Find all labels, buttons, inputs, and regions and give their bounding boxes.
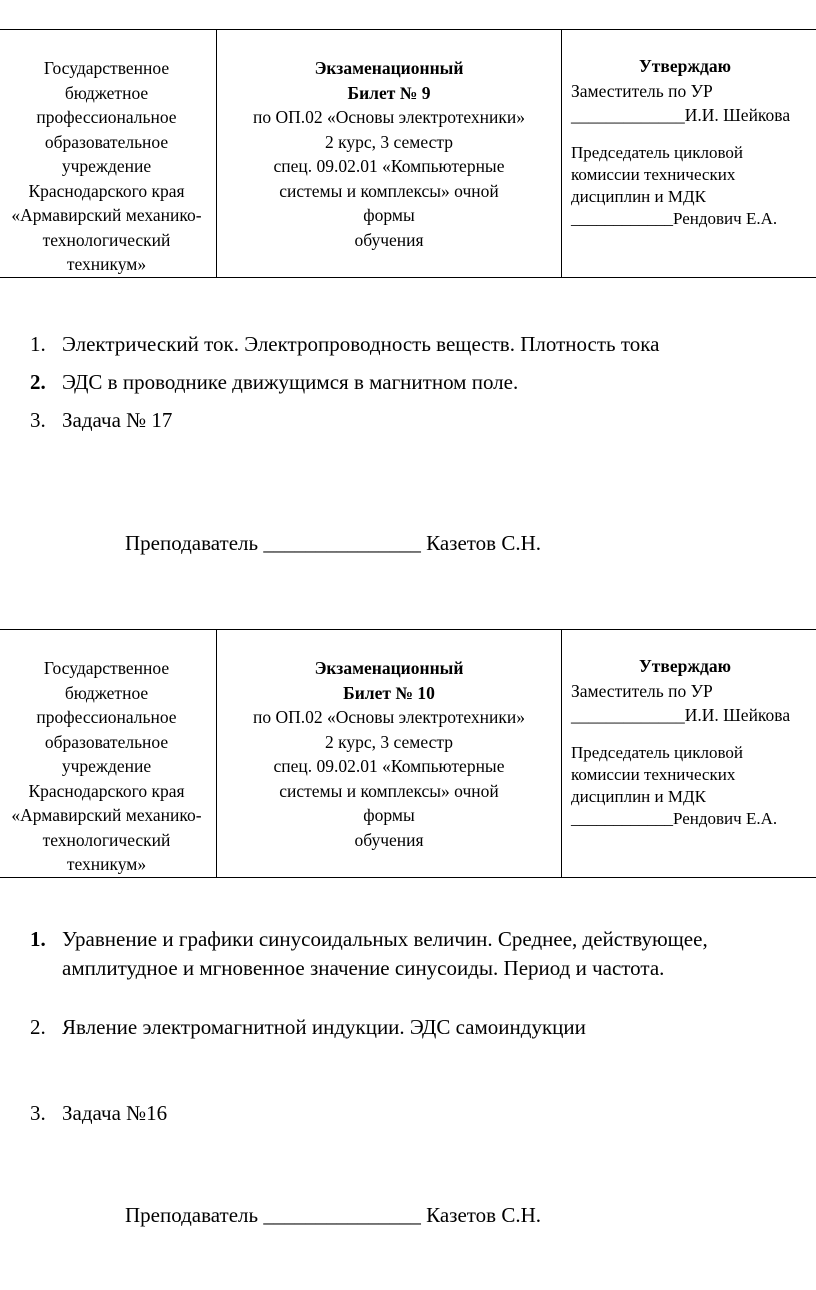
question-number: 2. (30, 370, 46, 394)
institution-cell (0, 30, 217, 278)
spacer (571, 128, 816, 142)
specialty-line: спец. 09.02.01 «Компьютерные (273, 756, 505, 776)
question-item (30, 1013, 810, 1042)
institution-line: бюджетное (64, 82, 149, 103)
question-number: 1. (30, 332, 46, 356)
exam-title: Экзаменационный (314, 58, 464, 78)
institution-line: технологический (42, 829, 171, 850)
approve-title: Утверждаю (638, 656, 732, 676)
ticket-number: Билет № 10 (343, 682, 435, 703)
institution-line: учреждение (61, 756, 152, 776)
question-text: ЭДС в проводнике движущимся в магнитном поле. (62, 370, 519, 394)
spacer (571, 728, 816, 742)
specialty-line: формы (363, 205, 415, 225)
specialty-line: системы и комплексы» очной (279, 180, 499, 201)
ticket-header-table (0, 629, 816, 878)
approval-cell (562, 630, 816, 878)
chair-signature: ____________Рендович Е.А. (571, 808, 778, 828)
teacher-signature-line: _______________ (263, 531, 421, 555)
teacher-name: Казетов С.Н. (426, 531, 542, 555)
institution-line: техникум» (66, 254, 147, 274)
specialty-line: формы (363, 805, 415, 825)
chair-signature: ____________Рендович Е.А. (571, 208, 778, 228)
institution-line: Краснодарского края (28, 780, 185, 801)
question-text: Задача № 17 (62, 408, 173, 432)
chair-block (571, 742, 816, 830)
institution-cell (0, 630, 217, 878)
question-item (30, 367, 810, 397)
deputy-signature: _____________И.И. Шейкова (571, 105, 791, 125)
institution-line: техникум» (66, 854, 147, 874)
course-line: 2 курс, 3 семестр (325, 131, 453, 152)
chair-line: дисциплин и МДК (571, 786, 706, 806)
ticket-info-cell (217, 30, 562, 278)
question-text: Задача №16 (62, 1101, 168, 1125)
question-number: 3. (30, 408, 46, 432)
question-text: Явление электромагнитной индукции. ЭДС самоиндукции (62, 1015, 586, 1039)
institution-line: «Армавирский механико- (11, 205, 202, 225)
deputy-label: Заместитель по УР (571, 80, 713, 101)
teacher-signature (125, 531, 541, 556)
institution-line: Государственное (43, 658, 170, 678)
subject-line: по ОП.02 «Основы электротехники» (252, 107, 526, 127)
ticket-header-table (0, 29, 816, 278)
institution-line: «Армавирский механико- (11, 805, 202, 825)
ticket-info-cell (217, 630, 562, 878)
chair-block (571, 142, 816, 230)
deputy-signature: _____________И.И. Шейкова (571, 705, 791, 725)
chair-line: комиссии технических (571, 164, 736, 184)
institution-line: технологический (42, 229, 171, 250)
deputy-label: Заместитель по УР (571, 680, 713, 701)
question-item (30, 405, 810, 435)
question-item (30, 1099, 810, 1128)
question-item (30, 329, 810, 359)
institution-line: Государственное (43, 58, 170, 78)
institution-line: профессиональное (36, 707, 177, 727)
institution-line: учреждение (61, 156, 152, 176)
institution-line: образовательное (44, 731, 169, 752)
subject-line: по ОП.02 «Основы электротехники» (252, 707, 526, 727)
exam-title: Экзаменационный (314, 658, 464, 678)
specialty-line: спец. 09.02.01 «Компьютерные (273, 156, 505, 176)
question-text: Уравнение и графики синусоидальных величин. Среднее, действующее, амплитудное и мгновенное значение синусоиды. Период и частота. (62, 927, 708, 980)
chair-line: Председатель цикловой (571, 742, 743, 762)
chair-line: комиссии технических (571, 764, 736, 784)
chair-line: Председатель цикловой (571, 142, 743, 162)
teacher-name: Казетов С.Н. (426, 1203, 542, 1227)
specialty-line: системы и комплексы» очной (279, 780, 499, 801)
question-list (30, 329, 810, 435)
teacher-label: Преподаватель (125, 1203, 259, 1227)
specialty-line: обучения (354, 229, 424, 250)
chair-line: дисциплин и МДК (571, 186, 706, 206)
teacher-signature-line: _______________ (263, 1203, 421, 1227)
question-number: 1. (30, 927, 46, 951)
specialty-line: обучения (354, 829, 424, 850)
institution-line: бюджетное (64, 682, 149, 703)
ticket-number: Билет № 9 (347, 82, 431, 103)
course-line: 2 курс, 3 семестр (325, 731, 453, 752)
question-number: 2. (30, 1015, 46, 1039)
institution-line: Краснодарского края (28, 180, 185, 201)
question-text: Электрический ток. Электропроводность веществ. Плотность тока (62, 332, 660, 356)
question-list (30, 925, 810, 1128)
teacher-signature (125, 1203, 541, 1228)
approve-title: Утверждаю (638, 56, 732, 76)
question-item (30, 925, 810, 983)
institution-line: образовательное (44, 131, 169, 152)
approval-cell (562, 30, 816, 278)
teacher-label: Преподаватель (125, 531, 259, 555)
institution-line: профессиональное (36, 107, 177, 127)
question-number: 3. (30, 1101, 46, 1125)
